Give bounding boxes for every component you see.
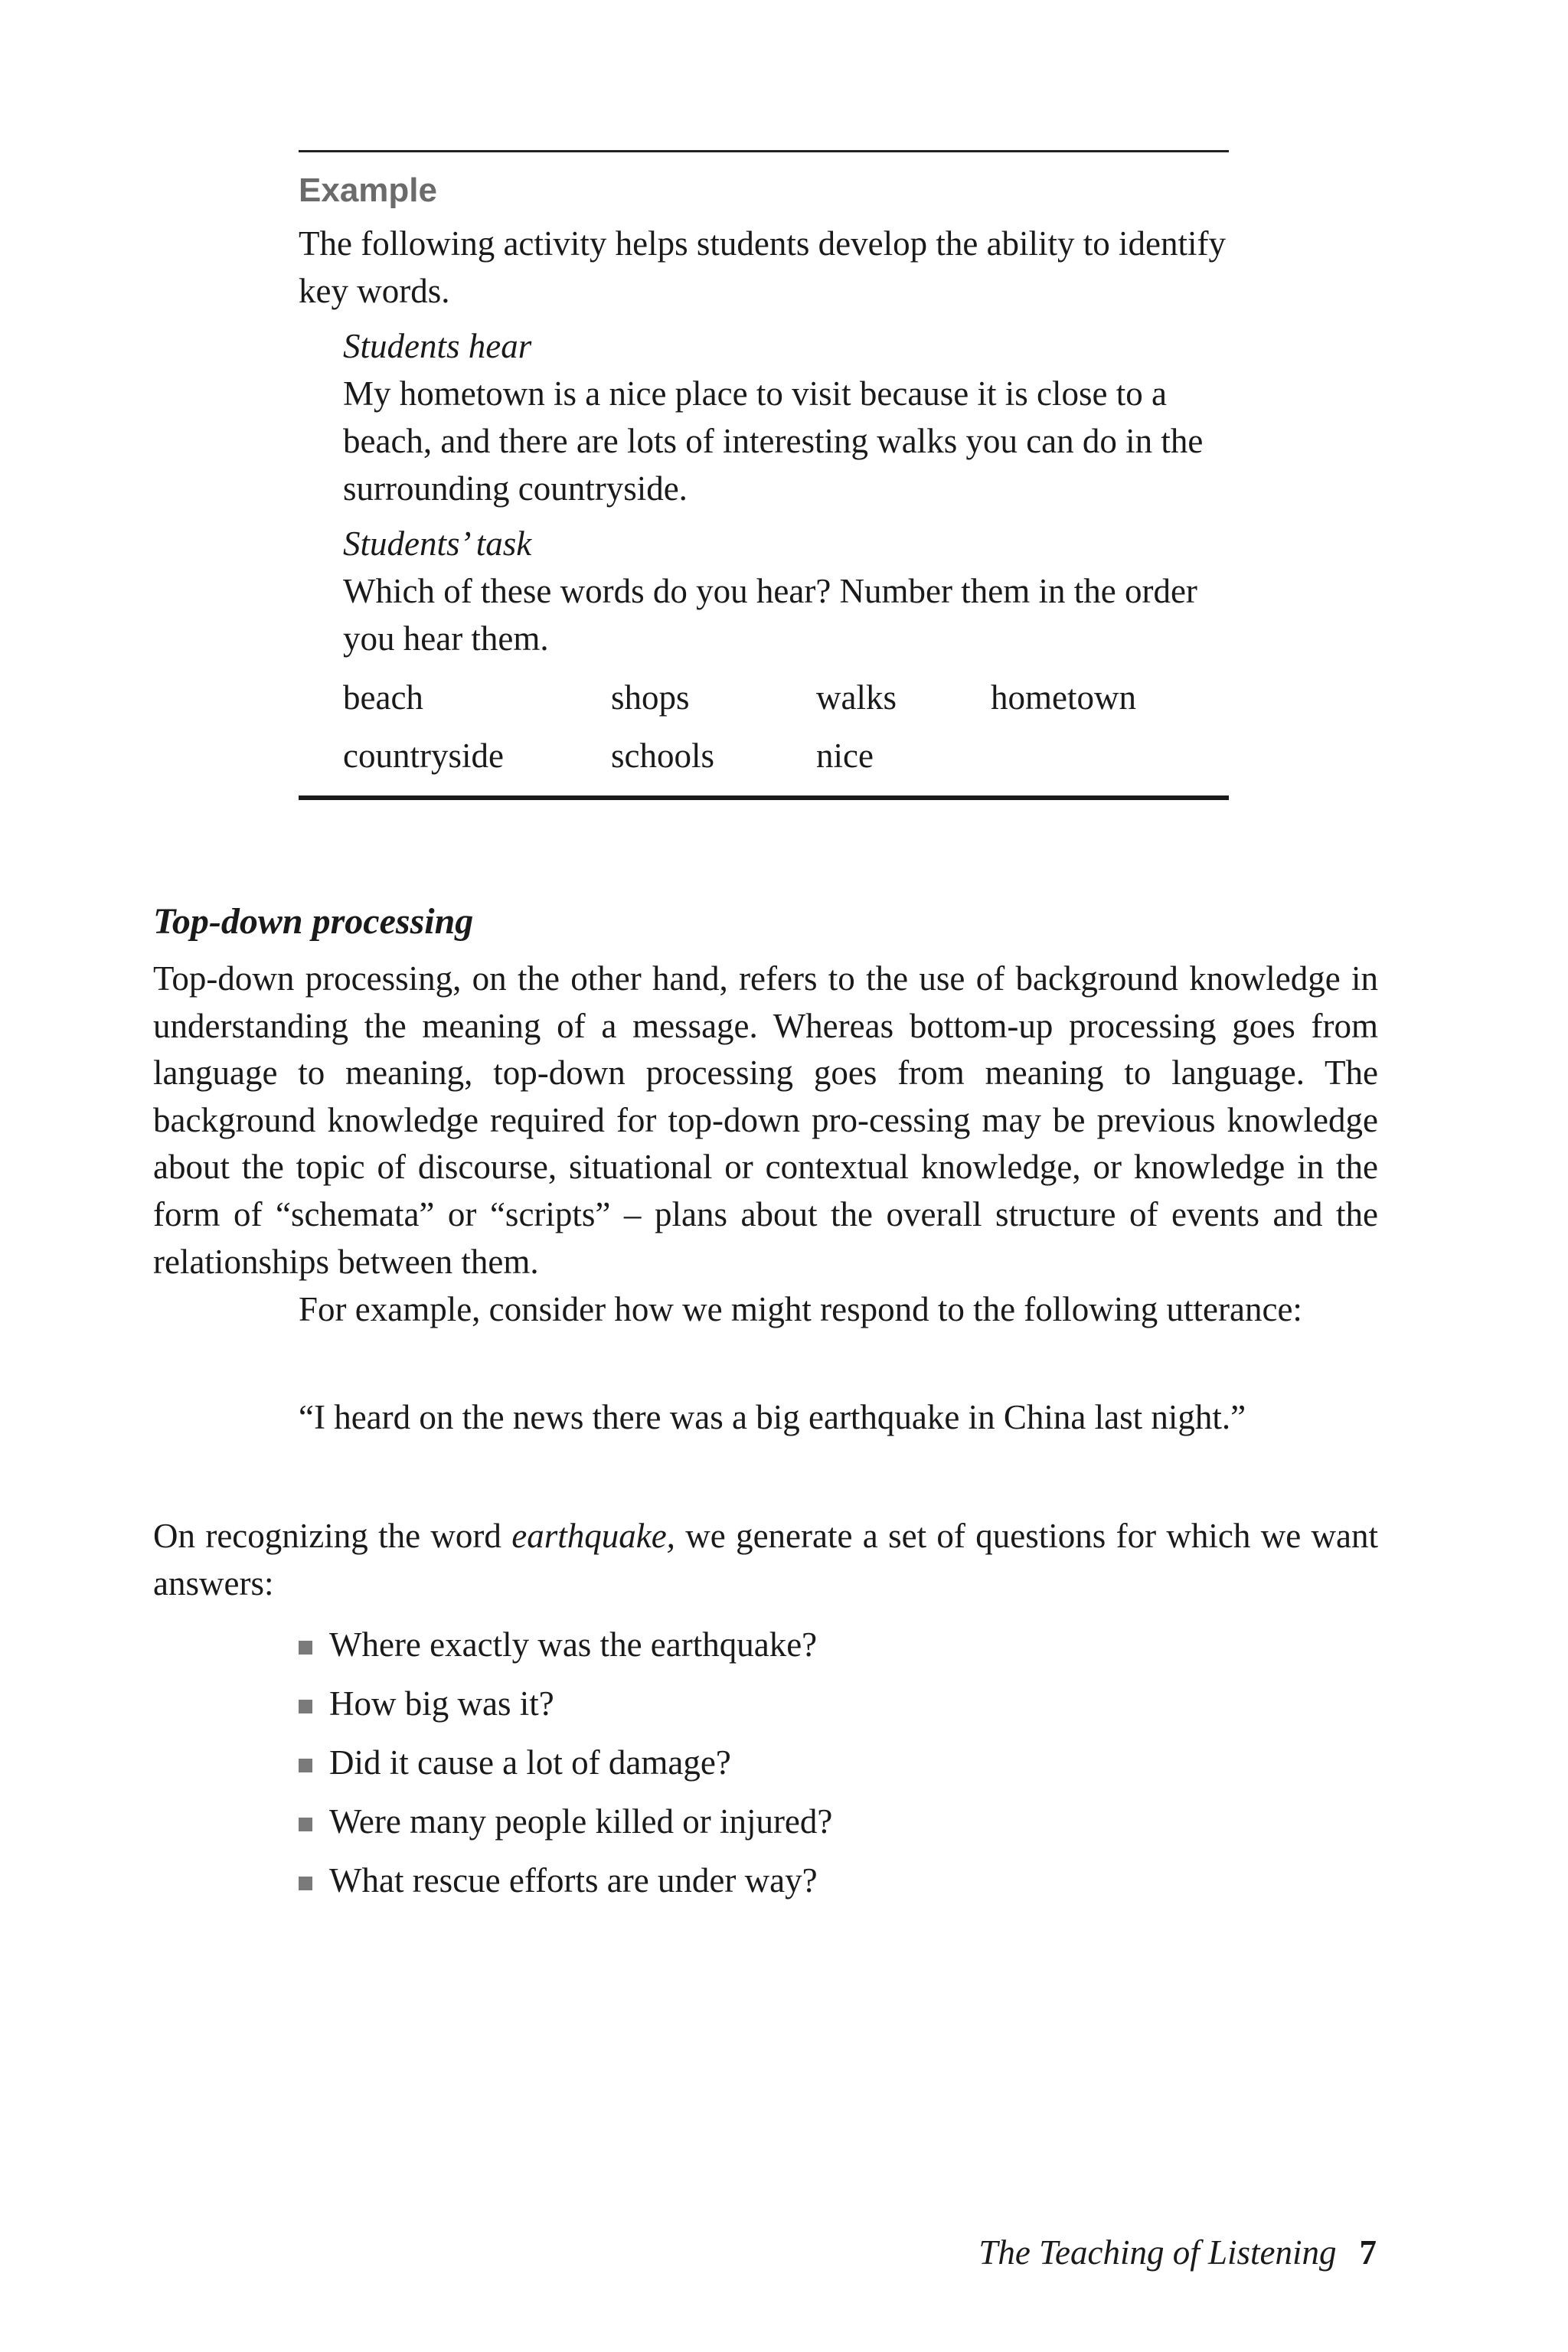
emphasis-word: earthquake,	[511, 1517, 675, 1555]
list-item	[299, 1674, 832, 1733]
list-item	[299, 1733, 832, 1792]
word-item: nice	[816, 737, 874, 775]
word-item: schools	[611, 737, 714, 775]
paragraph-2	[153, 1286, 1378, 1334]
question-text: Where exactly was the earthquake?	[329, 1625, 818, 1664]
students-hear-label: Students hear	[343, 327, 532, 365]
square-bullet-icon	[299, 1818, 312, 1831]
paragraph-3-start: On recognizing the word	[153, 1517, 512, 1555]
word-item: hometown	[991, 678, 1136, 717]
question-text: Did it cause a lot of damage?	[329, 1743, 731, 1782]
running-title: The Teaching of Listening	[978, 2233, 1337, 2272]
example-heading: Example	[299, 172, 437, 209]
students-task-label: Students’ task	[343, 524, 532, 563]
students-hear-text: My hometown is a nice place to visit because it is close to a beach, and there are lots of interesting walks you can do in the surrounding countryside.	[343, 374, 1204, 508]
page-number: 7	[1359, 2233, 1377, 2272]
section-title: Top-down processing	[153, 901, 474, 942]
square-bullet-icon	[299, 1641, 312, 1655]
example-intro: The following activity helps students develop the ability to identify key words.	[299, 224, 1227, 310]
quoted-utterance: “I heard on the news there was a big earthquake in China last night.”	[299, 1398, 1246, 1436]
word-item: walks	[816, 678, 897, 717]
square-bullet-icon	[299, 1700, 312, 1713]
question-text: What rescue efforts are under way?	[329, 1861, 818, 1900]
page-footer	[978, 2228, 1377, 2277]
paragraph-3-end: we generate a set of questions for which we want answers:	[153, 1517, 1379, 1602]
list-item	[299, 1851, 832, 1910]
word-list	[343, 668, 1231, 785]
example-inner	[343, 322, 1231, 785]
question-list	[299, 1615, 832, 1910]
example-box	[299, 150, 1229, 800]
square-bullet-icon	[299, 1759, 312, 1772]
list-item	[299, 1792, 832, 1851]
paragraph-3	[153, 1513, 1378, 1607]
word-item: beach	[343, 678, 423, 717]
question-text: Were many people killed or injured?	[329, 1802, 833, 1841]
paragraph-1: Top-down processing, on the other hand, refers to the use of background knowledge in understanding the meaning of a message. Whereas bottom-up processing goes from language to meaning, top-down processing goes from meaning to language. The background knowledge required for top-down pro-cessing may be previous knowledge about the topic of discourse, situational or contextual knowledge, or knowledge in the form of “schemata” or “scripts” – plans about the overall structure of events and the relationships between them.	[153, 959, 1378, 1281]
word-item: countryside	[343, 737, 504, 775]
question-text: How big was it?	[329, 1684, 554, 1723]
list-item	[299, 1615, 832, 1674]
students-task-text: Which of these words do you hear? Number them in the order you hear them.	[343, 572, 1197, 658]
paragraph-2-text: For example, consider how we might respond to the following utterance:	[299, 1290, 1302, 1328]
word-item: shops	[611, 678, 690, 717]
square-bullet-icon	[299, 1877, 312, 1890]
